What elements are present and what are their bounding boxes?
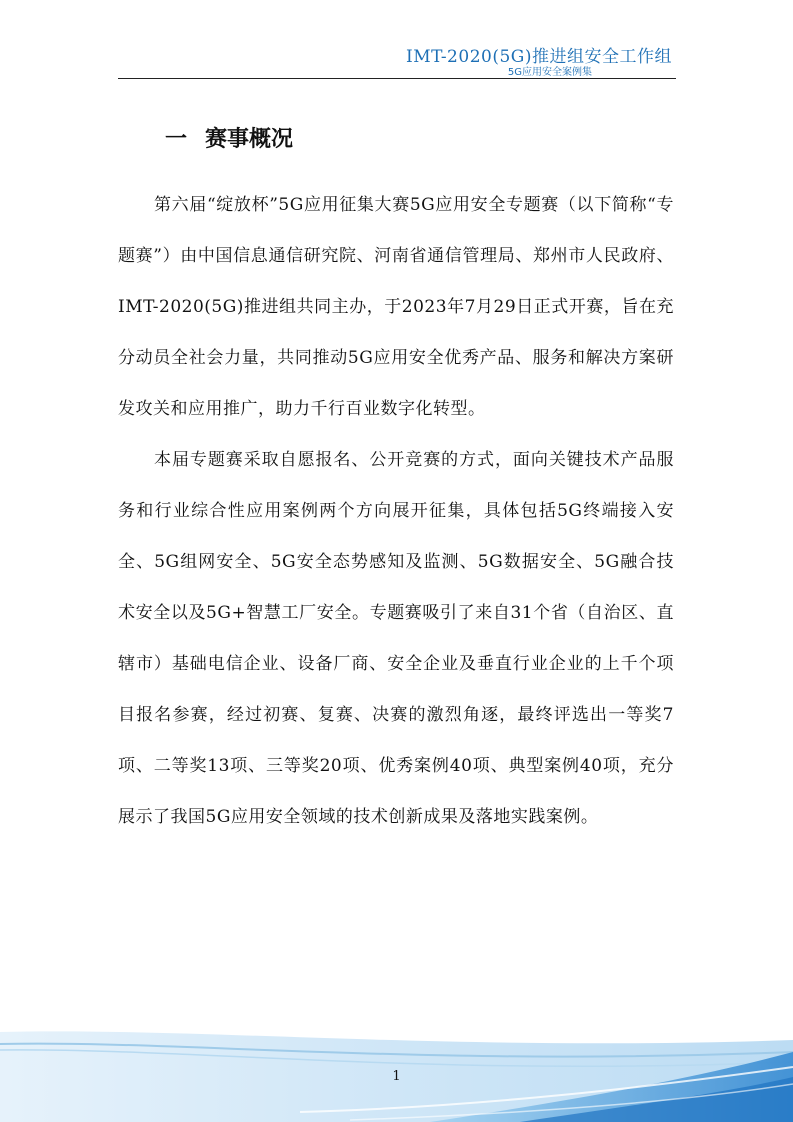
header-subtitle: 5G应用安全案例集 [507,67,592,78]
section-title: 赛事概况 [205,127,294,152]
page-header [118,38,676,79]
paragraph-details: 本届专题赛采取自愿报名、公开竞赛的方式，面向关键技术产品服务和行业综合性应用案例两个方向展开征集，具体包括5G终端接入安全、5G组网安全、5G安全态势感知及监测、5G数据安全、5G融合技术安全以及5G+智慧工厂安全。专题赛吸引了来自31个省（自治区、直辖市）基础电信企业、设备厂商、安全企业及垂直行业企业的上千个项目报名参赛，经过初赛、复赛、决赛的激烈角逐，最终评选出一等奖7项、二等奖13项、三等奖20项、优秀案例40项、典型案例40项，充分展示了我国5G应用安全领域的技术创新成果及落地实践案例。 [118,450,674,827]
page-number: 1 [392,1069,401,1084]
section-number: 一 [165,127,188,152]
header-title: IMT-2020(5G)推进组安全工作组 [406,47,672,67]
paragraph-intro: 第六届“绽放杯”5G应用征集大赛5G应用安全专题赛（以下简称“专题赛”）由中国信息通信研究院、河南省通信管理局、郑州市人民政府、IMT-2020(5G)推进组共同主办，于2023年7月29日正式开赛，旨在充分动员全社会力量，共同推动5G应用安全优秀产品、服务和解决方案研发攻关和应用推广，助力千行百业数字化转型。 [118,195,674,419]
body-content [118,180,674,843]
section-heading [165,122,293,153]
